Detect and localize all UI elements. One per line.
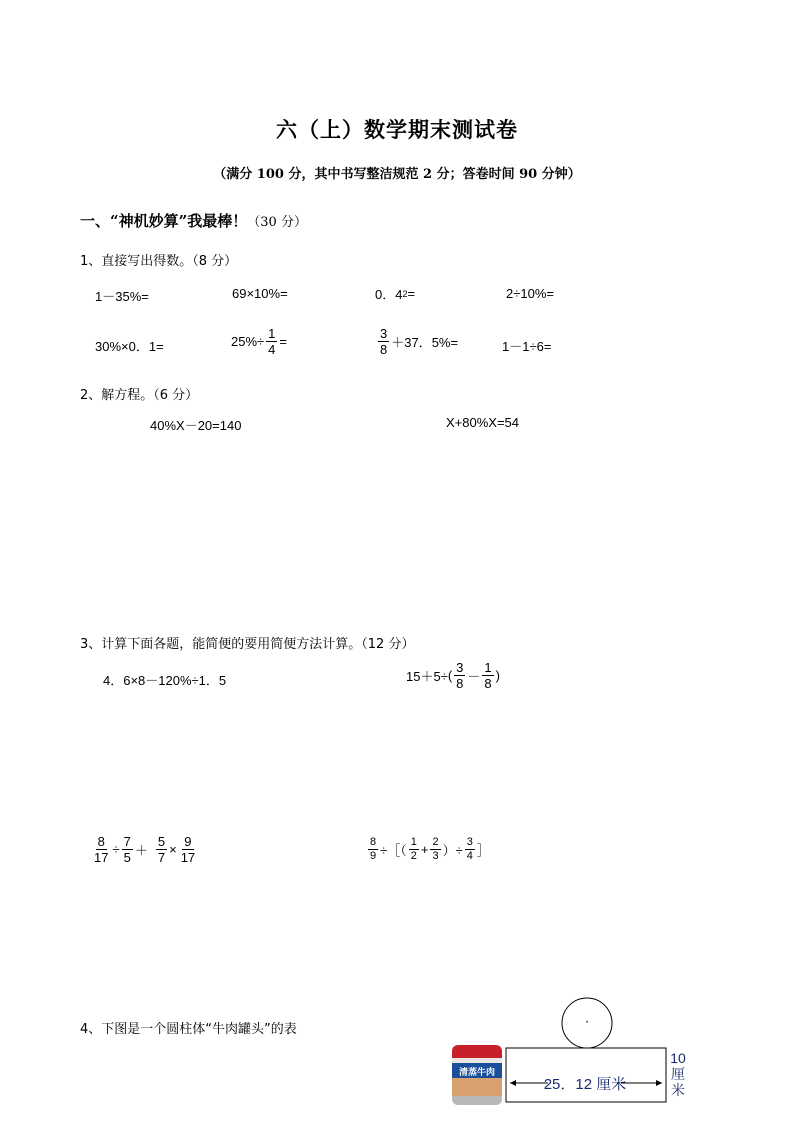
- q3-e2-fraction-2: [482, 660, 493, 691]
- numerator: 1: [484, 660, 492, 675]
- q3-e2-pre: 15＋5÷: [406, 669, 448, 684]
- q3-e4-fraction-4: [465, 836, 475, 863]
- denominator: 3: [432, 850, 439, 862]
- height-label-unit-1: 厘: [671, 1067, 685, 1083]
- q3-e3-fraction-1: [92, 834, 110, 865]
- q1-expression-1: 1－35%=: [95, 289, 149, 304]
- q3-e3-fraction-4: [179, 834, 197, 865]
- denominator: 8: [380, 342, 388, 357]
- q3-e2-minus: －: [467, 669, 481, 684]
- right-arrowhead: [656, 1080, 662, 1086]
- question-2-label: 2、解方程。（6 分）: [80, 388, 199, 403]
- section-1-points: （30 分）: [247, 215, 307, 230]
- q1-e6-tail: =: [279, 334, 287, 349]
- q1-expression-5: 30%×0．1=: [95, 339, 164, 354]
- length-label: 25．12 厘米: [543, 1076, 627, 1093]
- q1-e6-fraction: [266, 326, 277, 357]
- page-subtitle: （满分 100 分，其中书写整洁规范 2 分；答卷时间 90 分钟）: [213, 167, 581, 182]
- q3-e3-fraction-3: [156, 834, 167, 865]
- q1-e7-fraction: [378, 326, 389, 357]
- q1-expression-7: [376, 326, 458, 357]
- height-label-unit-2: 米: [671, 1083, 685, 1099]
- q3-e3-times: ×: [169, 842, 177, 857]
- numerator: 1: [268, 326, 276, 341]
- q1-e6-pre: 25%÷: [231, 334, 265, 349]
- numerator: 8: [370, 836, 377, 848]
- denominator: 4: [268, 342, 276, 357]
- q1-expression-8: 1－1÷6=: [502, 339, 552, 354]
- q1-e3-base: 0．4: [375, 287, 403, 302]
- q3-e4-fraction-2: [409, 836, 419, 863]
- q3-expression-2: [406, 660, 500, 691]
- q1-expression-6: [231, 326, 287, 357]
- height-label-number: 10: [670, 1050, 686, 1066]
- q3-e3-plus: ＋: [134, 843, 148, 858]
- denominator: 5: [123, 850, 131, 865]
- q3-e4-plus: +: [420, 842, 429, 857]
- numerator: 3: [380, 326, 388, 341]
- side-rectangle: [506, 1048, 666, 1102]
- numerator: 3: [466, 836, 473, 848]
- q3-e2-open: (: [447, 668, 453, 683]
- q3-e4-divide-close: ）÷: [442, 843, 463, 858]
- beef-can-image: [452, 1045, 502, 1105]
- q3-e4-divide-open: ÷［（: [380, 843, 407, 858]
- cylinder-net-diagram: [500, 995, 700, 1107]
- numerator: 7: [123, 834, 131, 849]
- denominator: 17: [180, 850, 196, 865]
- circle-center-dot: ·: [585, 1015, 589, 1029]
- q3-e4-close: ］: [476, 843, 490, 858]
- q1-expression-3: [375, 284, 415, 303]
- numerator: 8: [97, 834, 105, 849]
- denominator: 9: [370, 850, 377, 862]
- question-4-label: 4、下图是一个圆柱体“牛肉罐头”的表: [80, 1022, 297, 1037]
- q2-equation-2: X+80%X=54: [446, 415, 520, 430]
- q3-expression-4: [366, 836, 490, 863]
- q3-expression-3: [90, 834, 199, 865]
- denominator: 17: [94, 850, 109, 865]
- denominator: 2: [410, 850, 417, 862]
- q1-expression-4: 2÷10%=: [506, 286, 554, 301]
- q1-expression-2: 69×10%=: [232, 286, 288, 301]
- left-arrowhead: [510, 1080, 516, 1086]
- denominator: 4: [466, 850, 473, 862]
- numerator: 3: [456, 660, 464, 675]
- q3-e4-fraction-3: [430, 836, 440, 863]
- q3-e4-fraction-1: [368, 836, 378, 863]
- q3-e3-fraction-2: [122, 834, 133, 865]
- q1-e3-exponent: 2: [402, 288, 408, 299]
- numerator: 2: [432, 836, 439, 848]
- section-1-title: 一、“神机妙算”我最棒！: [80, 212, 248, 230]
- question-3-label: 3、计算下面各题，能简便的要用简便方法计算。（12 分）: [80, 637, 415, 652]
- q3-e2-fraction-1: [454, 660, 465, 691]
- denominator: 7: [157, 850, 166, 865]
- q3-e2-close: ): [495, 668, 500, 683]
- q2-equation-1: 40%X－20=140: [150, 418, 242, 433]
- numerator: 1: [410, 836, 417, 848]
- can-label-text: 清蒸牛肉: [458, 1068, 495, 1078]
- section-1-heading: [80, 210, 307, 231]
- q1-e3-tail: =: [407, 286, 416, 301]
- question-1-label: 1、直接写出得数。（8 分）: [80, 254, 238, 269]
- numerator: 5: [157, 834, 166, 849]
- denominator: 8: [484, 676, 492, 691]
- q3-e3-divide: ÷: [112, 842, 120, 857]
- q3-expression-1: 4．6×8－120%÷1．5: [103, 673, 227, 688]
- page-title: 六（上）数学期末测试卷: [276, 117, 518, 142]
- numerator: 9: [184, 834, 192, 849]
- denominator: 8: [456, 676, 464, 691]
- q1-e7-tail: ＋37．5%=: [391, 335, 459, 350]
